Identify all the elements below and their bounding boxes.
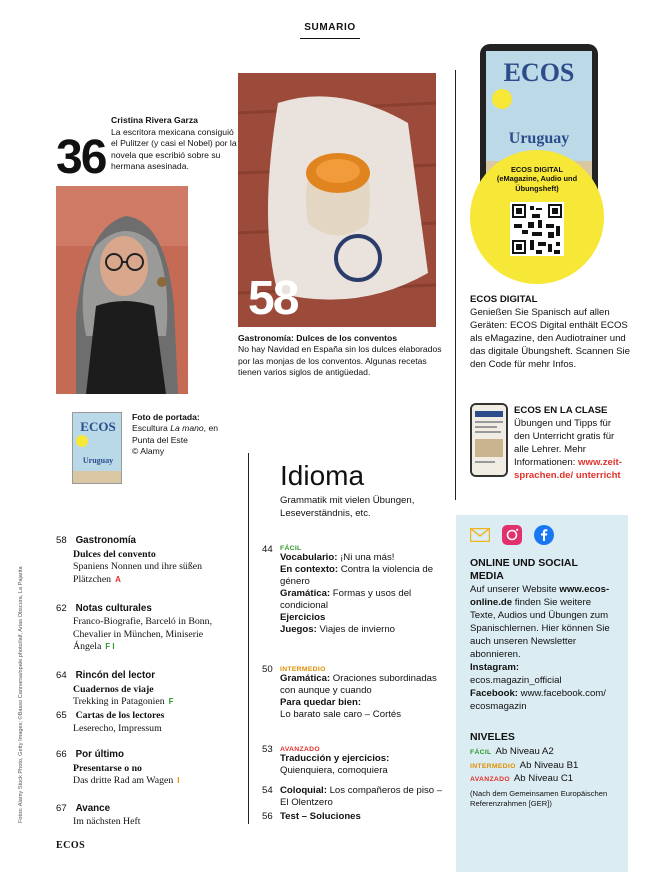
entry-label: En contexto: — [280, 564, 339, 575]
entry-text: Viajes de invierno — [316, 624, 396, 635]
ecos-clase-text: Übungen und Tipps für den Unterricht gratis für alle Lehrer. Mehr Informationen: — [514, 418, 615, 468]
index-text: Spaniens Nonnen und ihre süßen Plätzchen — [73, 561, 202, 585]
entry-label: Gramática: — [280, 588, 331, 599]
idioma-entry[interactable] — [280, 709, 442, 721]
photo-credits — [16, 555, 26, 825]
ecos-clase-link[interactable]: www.zeit-sprachen.de/ unterricht — [514, 457, 622, 481]
cover-thumbnail[interactable] — [72, 412, 122, 484]
level-intermedio — [470, 760, 614, 774]
idioma-entry[interactable] — [280, 765, 445, 777]
index-item-65[interactable] — [56, 705, 236, 736]
index-page: 65 — [56, 710, 67, 721]
level-tag-avanzado: AVANZADO — [470, 776, 510, 783]
idioma-title: Idioma — [280, 460, 365, 491]
social-media-box — [456, 515, 628, 872]
feature-58-title: Gastronomía: Dulces de los conventos — [238, 333, 398, 343]
feature-58-caption — [238, 333, 448, 379]
feature-58-number: 58 — [248, 272, 298, 325]
ecos-clase-title: ECOS EN LA CLASE — [514, 405, 608, 416]
facebook-line — [470, 687, 614, 713]
index-title: Por último — [75, 749, 125, 760]
index-item-67[interactable] — [56, 798, 236, 829]
cover-caption-italic: La mano — [170, 423, 204, 434]
entry-label: Juegos: — [280, 624, 317, 635]
feature-36-caption — [111, 115, 237, 173]
footer-brand: ECOS — [56, 840, 86, 851]
cover-credit: © Alamy — [132, 446, 165, 457]
level-tag-intermedio: INTERMEDIO — [470, 762, 516, 770]
index-item-62[interactable] — [56, 598, 236, 654]
index-text: Franco-Biografie, Barceló in Bonn, Chevalier in München, Miniserie Ángela — [73, 616, 213, 653]
svg-text:ECOS: ECOS — [503, 58, 575, 87]
idioma-block-53 — [280, 746, 445, 777]
idioma-page-53: 53 — [262, 744, 273, 755]
digital-badge-title: ECOS DIGITAL — [510, 165, 563, 174]
qr-code-icon[interactable] — [510, 202, 564, 256]
entry-text: ¡Ni una más! — [337, 552, 395, 563]
cover-caption-text: Escultura — [132, 423, 171, 434]
ecos-digital-text: Genießen Sie Spanisch auf allen Geräten: ECOS Digital enthält ECOS als eMagazine, den Audiotrainer und das digitale Übungsheft. Scannen Sie den Code für mehr Infos. — [470, 307, 631, 370]
idioma-page-56: 56 — [262, 811, 273, 822]
level-badge: F I — [105, 642, 115, 652]
index-text: Im nächsten Heft — [73, 816, 141, 827]
levels-heading: NIVELES — [470, 731, 515, 743]
ecos-digital-block — [470, 293, 630, 371]
svg-text:Uruguay: Uruguay — [508, 130, 570, 147]
index-subtitle: Cuadernos de viaje — [73, 684, 154, 695]
index-title: Avance — [75, 803, 111, 814]
feature-58-text: No hay Navidad en España sin los dulces elaborados por las monjas de los conventos. Algunas recetas tienen varios siglos de antigüedad. — [238, 344, 442, 378]
idioma-entry[interactable] — [280, 552, 445, 564]
website-intro: Auf unserer Website — [470, 584, 560, 595]
idioma-entry[interactable] — [280, 612, 445, 624]
ecos-clase-block — [514, 404, 629, 482]
facebook-icon[interactable] — [534, 525, 554, 545]
idioma-entry[interactable] — [280, 564, 445, 588]
level-badge: F — [168, 697, 174, 706]
instagram-line — [470, 661, 614, 687]
index-item-58[interactable] — [56, 530, 236, 586]
index-item-66[interactable] — [56, 744, 236, 788]
level-text-facil: Ab Niveau A2 — [495, 746, 554, 757]
idioma-level-facil: FÁCIL — [280, 545, 302, 552]
entry-label: Test – Soluciones — [280, 811, 361, 822]
index-page: 64 — [56, 670, 67, 681]
cover-caption-location: , en Punta del Este — [132, 423, 219, 445]
social-website-text — [470, 583, 614, 661]
index-page: 67 — [56, 803, 67, 814]
index-title: Notas culturales — [75, 603, 152, 614]
column-divider — [455, 70, 456, 500]
social-heading: ONLINE UND SOCIAL MEDIA — [470, 557, 578, 582]
cover-caption-title: Foto de portada: — [132, 412, 200, 422]
ecos-digital-title: ECOS DIGITAL — [470, 294, 538, 305]
index-page: 58 — [56, 535, 67, 546]
entry-label: Gramática: — [280, 673, 331, 684]
entry-label: Vocabulario: — [280, 552, 338, 563]
level-text-intermedio: Ab Niveau B1 — [519, 759, 579, 771]
digital-badge-text — [478, 165, 596, 193]
svg-text:ECOS: ECOS — [80, 419, 116, 434]
idioma-page-50: 50 — [262, 664, 273, 675]
feature-36-number: 36 — [56, 131, 106, 184]
level-facil — [470, 746, 614, 760]
entry-text: Contra la violencia de género — [280, 564, 434, 587]
feature-36-title: Cristina Rivera Garza — [111, 115, 198, 125]
level-tag-facil: FÁCIL — [470, 749, 492, 756]
facebook-url[interactable]: www.facebook.com/ ecosmagazin — [470, 688, 606, 712]
index-subtitle: Cartas de los lectores — [75, 710, 165, 721]
entry-text: Lo barato sale caro – Cortés — [280, 709, 402, 720]
instagram-icon[interactable] — [502, 525, 522, 545]
idioma-entry[interactable] — [280, 624, 445, 636]
index-title: Gastronomía — [75, 535, 136, 546]
phone-device[interactable] — [470, 403, 508, 477]
index-text: Das dritte Rad am Wagen — [73, 775, 174, 786]
entry-label: Ejercicios — [280, 612, 326, 623]
entry-text: Los compañeros de piso – El Olentzero — [280, 785, 443, 808]
entry-text: Oraciones subordinadas con aunque y cuando — [280, 673, 437, 696]
idioma-divider — [248, 453, 249, 824]
entry-text: Quienquiera, comoquiera — [280, 765, 388, 776]
section-underline — [300, 38, 360, 39]
entry-label: Para quedar bien: — [280, 697, 362, 708]
idioma-entry-coloquial[interactable] — [280, 785, 445, 809]
index-page: 66 — [56, 749, 67, 760]
index-title: Rincón del lector — [75, 670, 156, 681]
index-text: Leserecho, Impressum — [73, 723, 162, 734]
social-icons — [470, 525, 614, 545]
level-badge: I — [177, 776, 180, 785]
section-label: SUMARIO — [304, 22, 356, 33]
idioma-block-50 — [280, 666, 442, 721]
idioma-entry[interactable] — [280, 753, 445, 765]
mail-icon[interactable] — [470, 525, 490, 545]
idioma-level-intermedio: INTERMEDIO — [280, 666, 326, 673]
idioma-page-54: 54 — [262, 785, 273, 796]
digital-badge-subtitle: (eMagazine, Audio und Übungsheft) — [496, 174, 578, 193]
idioma-entry[interactable] — [280, 588, 445, 612]
cover-caption — [132, 412, 242, 458]
instagram-handle[interactable]: ecos.magazin_official — [470, 675, 562, 686]
index-subtitle: Dulces del convento — [73, 549, 156, 560]
idioma-entry-test[interactable] — [280, 811, 445, 823]
index-page: 62 — [56, 603, 67, 614]
entry-label: Coloquial: — [280, 785, 327, 796]
svg-text:Uruguay: Uruguay — [82, 456, 114, 465]
idioma-level-avanzado: AVANZADO — [280, 746, 320, 753]
levels-note: (Nach dem Gemeinsamen Europäischen Referenzrahmen [GER]) — [470, 788, 608, 808]
level-badge: A — [115, 574, 121, 584]
idioma-entry[interactable] — [280, 697, 442, 709]
level-text-avanzado: Ab Niveau C1 — [513, 773, 574, 784]
idioma-subtitle: Grammatik mit vielen Übungen, Leseverständnis, etc. — [280, 495, 415, 519]
index-item-64[interactable] — [56, 665, 236, 709]
facebook-label: Facebook: — [470, 688, 518, 699]
level-avanzado — [470, 773, 614, 787]
index-subtitle: Presentarse o no — [73, 763, 142, 774]
website-link[interactable]: www.ecos-online.de — [470, 584, 610, 608]
entry-text: Formas y usos del condicional — [280, 588, 412, 611]
idioma-entry[interactable] — [280, 673, 442, 697]
portrait-photo[interactable] — [56, 186, 188, 394]
website-description: finden Sie weitere Texte, Audios und Übungen zum Spanischlernen. Hier können Sie auch unseren Newsletter abonnieren. — [470, 597, 610, 660]
entry-label: Traducción y ejercicios: — [280, 753, 390, 764]
idioma-page-44: 44 — [262, 544, 273, 555]
index-text: Trekking in Patagonien — [73, 696, 165, 707]
photo-credits-text: Fotos: Alamy Stock Photo, Getty Images; ©Basso Cannarsa/opale.photo/laif, Arias Obscura, La Pajarita — [18, 566, 24, 823]
instagram-label: Instagram: — [470, 662, 520, 673]
feature-36-text: La escritora mexicana consiguió el Pulitzer (y casi el Nobel) por la novela que escribió sobre su hermana asesinada. — [111, 126, 237, 172]
idioma-block-44 — [280, 545, 445, 636]
